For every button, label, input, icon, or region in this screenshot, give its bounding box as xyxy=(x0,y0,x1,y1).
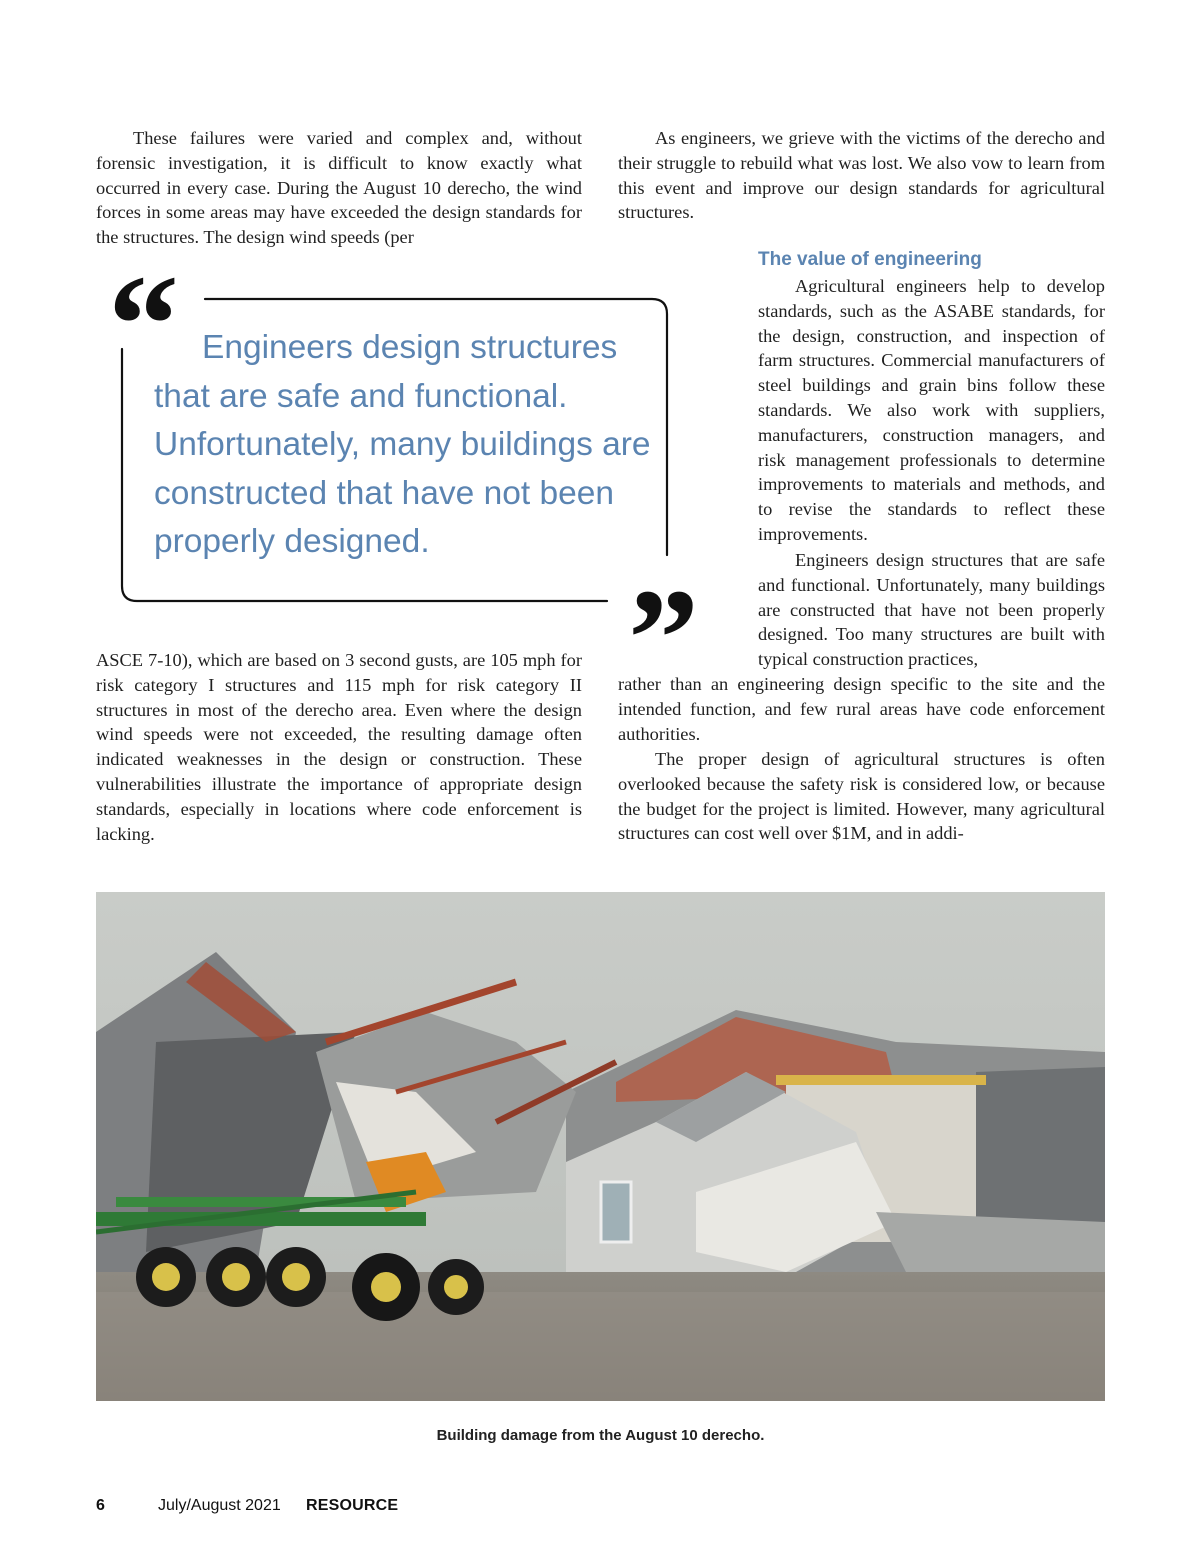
magazine-name: RESOURCE xyxy=(306,1497,399,1514)
section-heading-value-of-engineering: The value of engineering xyxy=(758,249,982,270)
open-quote-mark: “ xyxy=(108,245,179,403)
body-paragraph-standards: Agricultural engineers help to develop standards, such as the ASABE standards, for the design, construction, and inspection of farm structures. Commercial manufacturers of steel buildings and grain bins follow these standards. We also work with suppliers, manufacturers, construction managers, and risk management professionals to determine improvements to materials and methods, and to revise the standards to reflect these improvements. xyxy=(758,276,1105,544)
page-number: 6 xyxy=(96,1497,105,1514)
body-paragraph-failures: These failures were varied and complex and, without forensic investigation, it is difficult to know exactly what occurred in every case. During the August 10 derecho, the wind forces in some areas may have exceeded the design standards for the structures. The design wind speeds (per xyxy=(96,128,582,248)
body-paragraph-proper-design: The proper design of agricultural structures is often overlooked because the safety risk is considered low, or because the budget for the project is limited. However, many agricultural structures can cost well over $1M, and in addi- xyxy=(618,749,1105,844)
close-quote-mark: ” xyxy=(628,559,699,717)
body-paragraph-asce-wind-speeds: ASCE 7-10), which are based on 3 second gusts, are 105 mph for risk category I structures and 115 mph for risk category II structures in most of the derecho area. Even where the design wind speeds were not exceeded, the resulting damage often indicated weaknesses in the design or construction. These vulnerabilities illustrate the importance of appropriate design standards, especially in locations where code enforcement is lacking. xyxy=(96,650,582,844)
photo-caption: Building damage from the August 10 derecho. xyxy=(436,1427,765,1444)
body-paragraph-safe-functional: Engineers design structures that are safe and functional. Unfortunately, many buildings are constructed that have not been properly designed. Too many structures are built with typical construction practices, xyxy=(758,550,1105,670)
body-paragraph-engineers-grieve: As engineers, we grieve with the victims of the derecho and their struggle to rebuild what was lost. We also vow to learn from this event and improve our design standards for agricultural structures. xyxy=(618,128,1105,223)
storm-damage-photo xyxy=(96,892,1105,1401)
pull-quote-text: Engineers design structures that are safe and functional. Unfortunately, many buildings are constructed that have not been properly designed. xyxy=(154,329,651,560)
body-paragraph-safe-functional-continued: rather than an engineering design specific to the site and the intended function, and few rural areas have code enforcement authorities. xyxy=(618,674,1105,744)
issue-date: July/August 2021 xyxy=(158,1497,281,1514)
